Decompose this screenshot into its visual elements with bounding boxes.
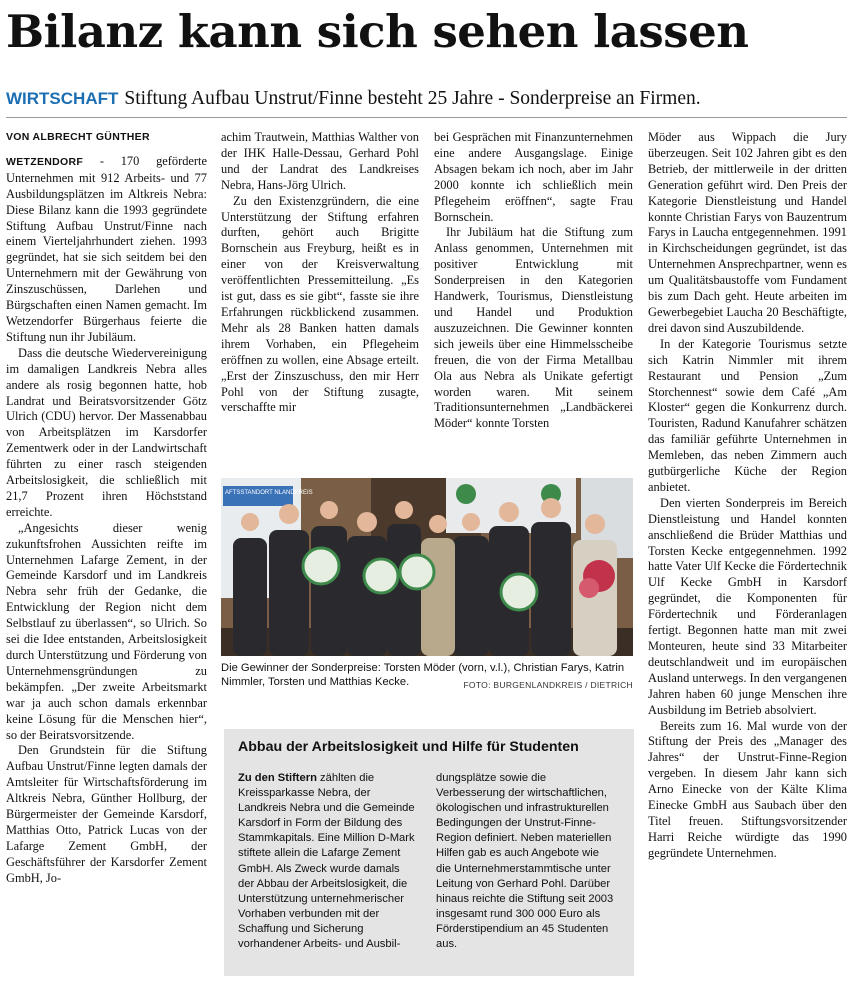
article-column-4 — [648, 130, 847, 862]
byline: VON ALBRECHT GÜNTHER — [6, 131, 150, 143]
info-box-column-right: dungsplätze sowie die Verbesserung der wirtschaftlichen, ökologischen und infrastrukturellen Bedingungen der Unstrut-Finne-Region definiert. Neben materiellen Hilfen gab es auch Angebote wie die Unternehmerstammtische unter Leitung von Gerhard Pohl. Darüber hinaus reichte die Stiftung seit 2003 insgesamt rund 300 000 Euro als Förderstipendium an 45 Studenten aus. — [436, 772, 614, 951]
group-photo-illustration — [221, 478, 633, 656]
paragraph: Dass die deutsche Wiedervereinigung im damaligen Landkreis Nebra alles andere als rosig begonnen hatte, hob Landrat und Beiratsvorsitzender Götz Ulrich (CDU) hervor. Der Massenabbau von Arbeitsplätzen im Karsdorfer Zementwerk oder in der Landwirtschaft führten zu einer rasch steigenden Arbeitslosigkeit, die schließlich mit 21,7 Prozent ihren Höchststand erreichte. — [6, 345, 207, 519]
paragraph-text: - 170 geförderte Unternehmen mit 912 Arbeits- und 77 Ausbildungsplätzen im Altkreis Nebra: Diese Bilanz kann die 1993 gegründete Stiftung Aufbau Unstrut/Finne nach einem Vierteljahrhundert ziehen. 1993 gegründet, hat sie sich seitdem bei den Unternehmern mit der Gewährung von Zinszuschüssen, Darlehen und Bürgschaften einen Namen gemacht. Im Wetzendorfer Bürgerhaus feierte die Stiftung nun ihr Jubiläum. — [6, 153, 207, 344]
paragraph: achim Trautwein, Matthias Walther von der IHK Halle-Dessau, Gerhard Pohl und der Landrat des Landkreises Nebra, Hans-Jörg Ulrich. — [221, 130, 419, 192]
info-box — [224, 729, 634, 976]
info-box-text: zählten die Kreissparkasse Nebra, der Landkreis Nebra und die Gemeinde Karsdorf in Form der Bildung des Stammkapitals. Eine Million D-Mark stiftete allein die Lafarge Zement GmbH. Als Zweck wurde damals der Abbau der Arbeitslosigkeit, die Unterstützung unternehmerischer Vorhaben verbunden mit der Schaffung und Sicherung vorhandener Arbeits- und Ausbil- — [238, 772, 415, 951]
paragraph: Den Grundstein für die Stiftung Aufbau Unstrut/Finne legten damals der Amtsleiter für Wirtschaftsförderung im Altkreis Nebra, Günther Hollburg, der Bürgermeister der Gemeinde Karsdorf, Matthias Otto, Patrick Lucas von der Lafarge Zement GmbH, der Geschäftsführer der Karsdorfer Zement GmbH, Jo- — [6, 743, 207, 885]
photo-caption: Die Gewinner der Sonderpreise: Torsten Möder (vorn, v.l.), Christian Farys, Katrin Nimmler, Torsten und Matthias Kecke. — [221, 662, 625, 688]
paragraph: Möder aus Wippach die Jury überzeugen. Seit 102 Jahren gibt es den Betrieb, der mittlerweile in der dritten Generation geführt wird. Den Preis der Kategorie Dienstleistung und Handel konnte Christian Farys von Bauzentrum Farys in Laucha entgegennehmen. 1991 in Kirchscheidungen gegründet, ist das Unternehmen Ansprechpartner, wenn es um Qualitätsbaustoffe vom Fundament bis zum Dach geht. Heute arbeiten im Gewerbegebiet Laucha 20 Beschäftigte, drei davon sind Auszubildende. — [648, 130, 847, 335]
headline: Bilanz kann sich sehen lassen — [6, 5, 749, 58]
photo-credit: FOTO: BURGENLANDKREIS / DIETRICH — [463, 680, 633, 690]
paragraph: Zu den Existenzgründern, die eine Unterstützung der Stiftung erfahren durften, gehört auch Brigitte Bornschein aus Freyburg, heißt es in einer von der Kreisverwaltung veröffentlichten Pressemitteilung. „Es ist gut, dass es sie gibt“, fasste sie ihre Erfahrungen rückblickend zusammen. Mehr als 28 Banken hatten damals ihrem Vorhaben, ein Pflegeheim eröffnen zu wollen, eine Absage erteilt. „Erst der Zinszuschuss, den mir Herr Pohl von der Stiftung zusagte, verschaffte mir — [221, 193, 419, 415]
divider — [6, 117, 847, 118]
banner-text: AFTSSTANDORT NLANDKREIS — [225, 490, 313, 496]
article-column-1 — [6, 130, 207, 887]
dateline: WETZENDORF — [6, 155, 84, 168]
paragraph — [6, 154, 207, 346]
paragraph: bei Gesprächen mit Finanzunternehmen eine andere Ausgangslage. Einige Absagen bekam ich noch, aber im Jahr 2000 konnte ich schließlich mein Pflegeheim eröffnen“, sagte Frau Bornschein. — [434, 130, 633, 224]
info-box-lead: Zu den Stiftern — [238, 772, 317, 784]
section-kicker: WIRTSCHAFT — [6, 89, 119, 108]
paragraph: Ihr Jubiläum hat die Stiftung zum Anlass genommen, Unternehmen mit positiver Entwicklung mit Sonderpreisen in den Kategorien Handwerk, Tourismus, Dienstleistung und Handel und Produktion auszuzeichnen. Die Gewinner konnten sich jeweils über eine Himmelsscheibe freuen, die von der Firma Metallbau Ola aus Nebra als Unikate gefertigt worden waren. Mit seinem Traditionsunternehmen „Landbäckerei Möder“ konnte Torsten — [434, 225, 633, 431]
subheadline — [6, 86, 847, 112]
paragraph: „Angesichts dieser wenig zukunftsfrohen Aussichten reifte im Unternehmen Lafarge Zement, in der Gemeinde Karsdorf und im Landkreis Nebra sehr früh der Gedanke, die Entwicklung der Region nicht dem Selbstlauf zu überlassen“, so Ulrich. So sei die Idee entstanden, Arbeitslosigkeit durch Unterstützung und Förderung von Unternehmensgründungen zu bekämpfen. „Der zweite Arbeitsmarkt war ja auch schon damals erkennbar keine Lösung für die Menschen hier“, so der Beiratsvorsitzende. — [6, 520, 207, 742]
article-column-2 — [221, 130, 419, 416]
paragraph: Den vierten Sonderpreis im Bereich Dienstleistung und Handel konnten anschließend die Brüder Matthias und Torsten Kecke entgegennehmen. 1992 hatte Vater Ulf Kecke die Fördertechnik Ulf Kecke GmbH in Karsdorf gegründet, die Komponenten für Fördertechnik und Förderanlagen fertigt. Begonnen hatte man mit zwei Monteuren, heute sind 33 Mitarbeiter deutschlandweit und im europäischen Ausland unterwegs. In den vergangenen Jahren haben 60 junge Menschen ihre Ausbildung im Betrieb absolviert. — [648, 495, 847, 717]
subheadline-text: Stiftung Aufbau Unstrut/Finne besteht 25 Jahre - Sonderpreise an Firmen. — [124, 88, 701, 109]
paragraph: In der Kategorie Tourismus setzte sich Katrin Nimmler mit ihrem Restaurant und Pension „Zum Storchennest“ sowie dem Café „Am Kloster“ gegen die Konkurrenz durch. Touristen, Radund Kanufahrer schätzen das familiär geführte Unternehmen in Memleben, das neben Zimmern auch gutbürgerliche Küche der Region anbietet. — [648, 336, 847, 494]
info-box-column-left — [238, 771, 418, 952]
group-photo — [221, 478, 633, 656]
info-box-title: Abbau der Arbeitslosigkeit und Hilfe für Studenten — [238, 739, 579, 755]
paragraph: Bereits zum 16. Mal wurde von der Stiftung der Preis des „Manager des Jahres“ der Unstrut-Finne-Region vergeben. In diesem Jahr kann sich Arno Einecke von der Kälte Klima Einecke GmbH aus Saubach über den Titel freuen. Stiftungsvorsitzender Harri Reiche würdigte das 1990 gegründete Unternehmen. — [648, 718, 847, 860]
article-column-3 — [434, 130, 633, 432]
